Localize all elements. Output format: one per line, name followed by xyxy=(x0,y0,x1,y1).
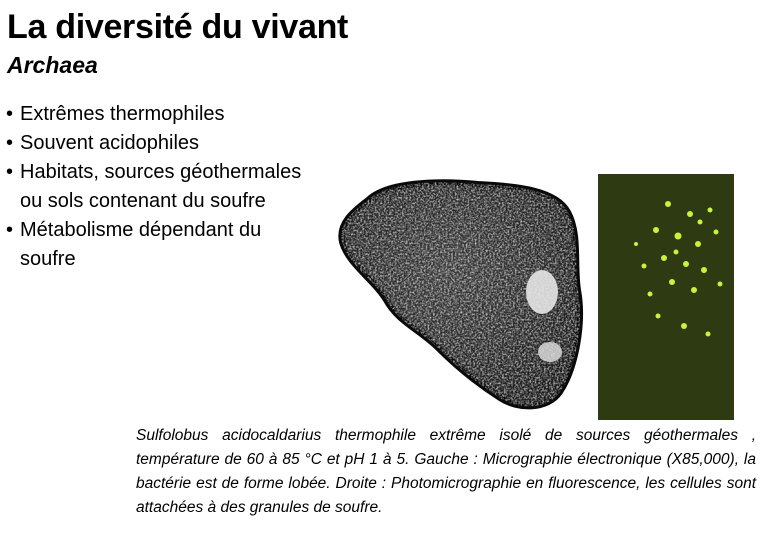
bullet-item: • Habitats, sources géothermales ou sols contenant du soufre xyxy=(6,158,306,216)
bullet-item: • Extrêmes thermophiles xyxy=(6,100,306,129)
electron-micrograph-image xyxy=(328,172,590,414)
fluorescence-micrograph-image xyxy=(598,174,734,420)
bullet-item: • Souvent acidophiles xyxy=(6,129,306,158)
slide-subtitle: Archaea xyxy=(7,52,98,78)
image-caption: Sulfolobus acidocaldarius thermophile extrême isolé de sources géothermales , température de 60 à 85 °C et pH 1 à 5. Gauche : Micrographie électronique (X85,000), la bactérie est de forme lobée. Droite : Photomicrographie en fluorescence, les cellules sont attachées à des granules de soufre. xyxy=(136,427,756,516)
bullet-list xyxy=(6,100,306,274)
slide-title: La diversité du vivant xyxy=(7,8,349,46)
cell-inclusion xyxy=(526,270,558,314)
bullet-item: • Métabolisme dépendant du soufre xyxy=(6,216,306,274)
